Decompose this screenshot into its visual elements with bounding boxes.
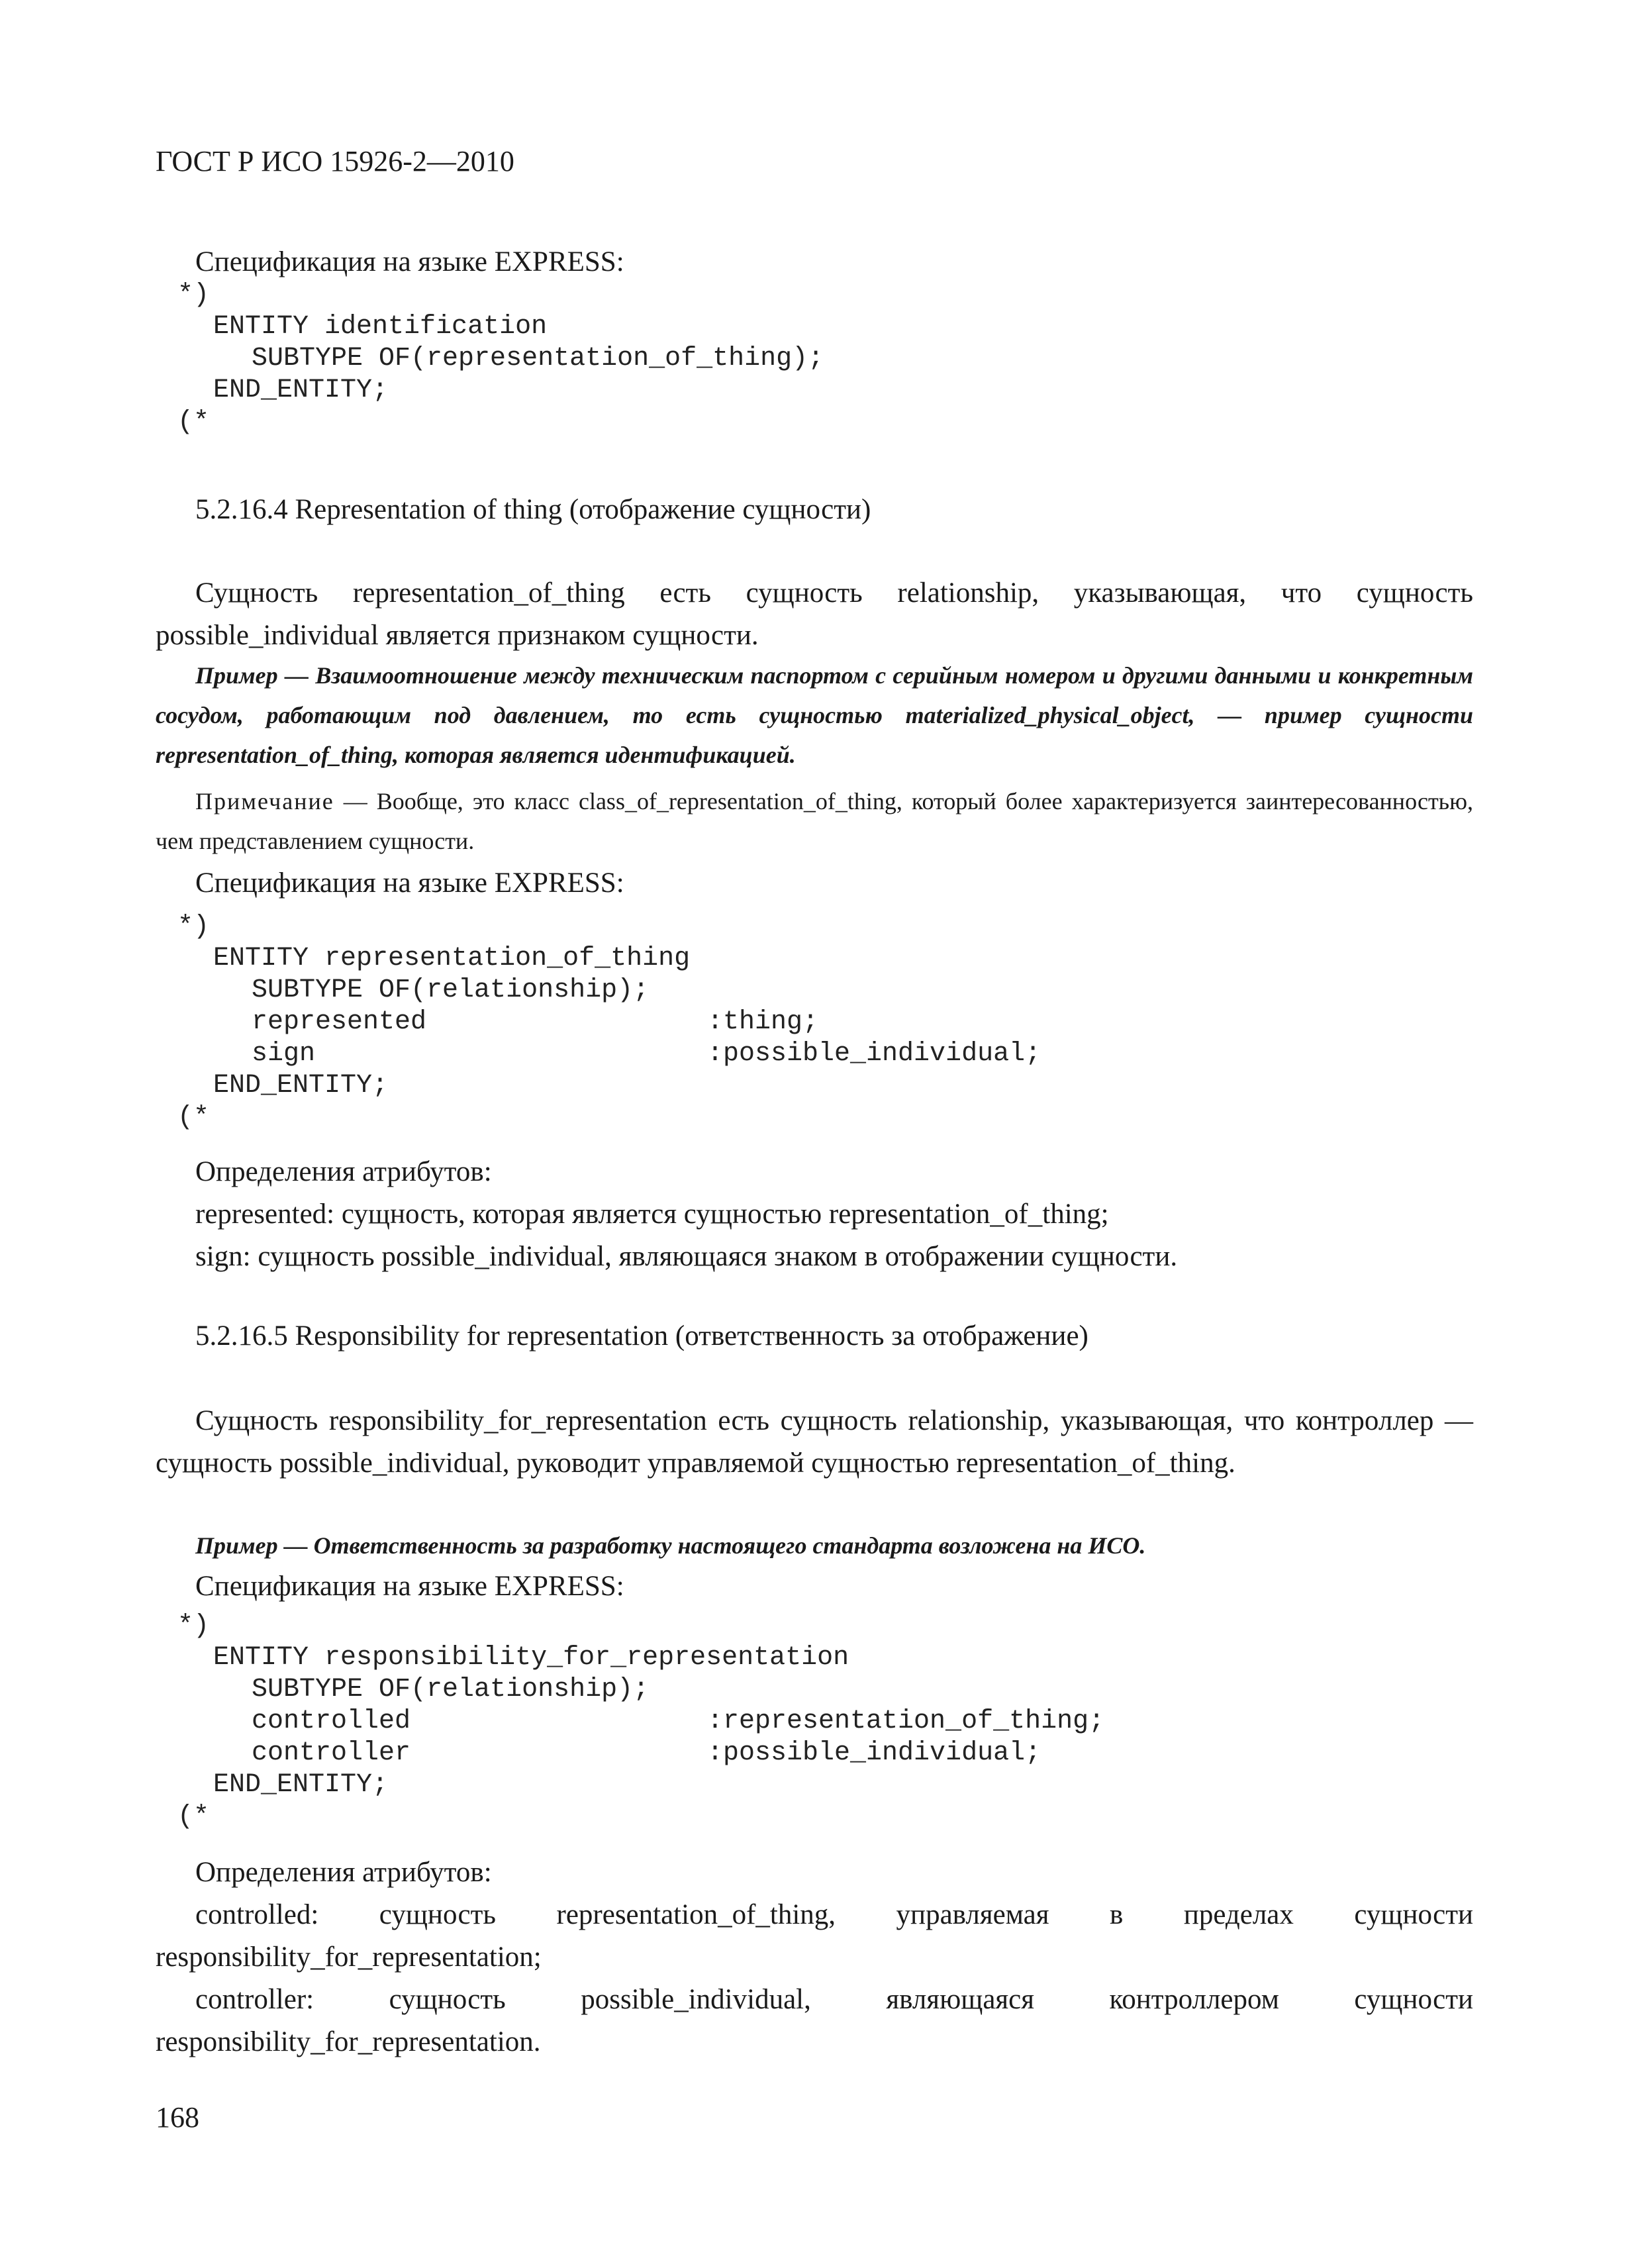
code-line: ENTITY identification: [213, 312, 548, 342]
note-text: [156, 781, 1473, 861]
code-line: SUBTYPE OF(relationship);: [252, 1675, 650, 1704]
code-line: sign: [252, 1039, 316, 1069]
code-line: SUBTYPE OF(representation_of_thing);: [252, 344, 824, 373]
section-body: [156, 572, 1473, 657]
spec-label: Спецификация на языке EXPRESS:: [195, 867, 624, 899]
body-text: Сущность representation_of_thing есть сущность relationship, указывающая, что сущность possible_individual является признаком сущности.: [156, 577, 1473, 651]
attr-text: controller: сущность possible_individual, являющаяся контроллером сущности responsibility_for_representation.: [156, 1984, 1473, 2057]
attr-heading: Определения атрибутов:: [195, 1156, 492, 1187]
spec-label: Спецификация на языке EXPRESS:: [195, 246, 624, 277]
code-line: controlled: [252, 1706, 411, 1736]
code-line: *): [177, 912, 210, 942]
spec-label: Спецификация на языке EXPRESS:: [195, 1571, 624, 1602]
attr-heading: Определения атрибутов:: [195, 1857, 492, 1888]
attr-definition: sign: сущность possible_individual, являющаяся знаком в отображении сущности.: [195, 1241, 1178, 1272]
note-label: Примечание: [195, 788, 334, 814]
code-line: END_ENTITY;: [213, 1071, 389, 1101]
example-content: Пример — Взаимоотношение между техническим паспортом с серийным номером и другими данными и конкретным сосудом, работающим под давлением, то есть сущностью materialized_physical_object, — пример сущности representation_of_thing, которая является идентификацией.: [156, 662, 1473, 768]
code-line: :representation_of_thing;: [707, 1706, 1105, 1736]
code-line: :possible_individual;: [707, 1738, 1041, 1768]
code-line: :possible_individual;: [707, 1039, 1041, 1069]
code-line: (*: [177, 1802, 210, 1832]
code-line: (*: [177, 407, 210, 437]
code-line: (*: [177, 1103, 210, 1132]
section-body: [156, 1400, 1473, 1485]
example-text: [156, 1526, 1473, 1565]
code-line: ENTITY responsibility_for_representation: [213, 1643, 849, 1673]
note-content: — Вообще, это класс class_of_representation_of_thing, который более характеризуется заинтересованностью, чем представлением сущности.: [156, 788, 1473, 854]
attr-text: controlled: сущность representation_of_thing, управляемая в пределах сущности responsibility_for_representation;: [156, 1899, 1473, 1973]
code-line: :thing;: [707, 1007, 819, 1037]
code-line: controller: [252, 1738, 411, 1768]
section-heading: 5.2.16.5 Responsibility for representation (ответственность за отображение): [195, 1320, 1088, 1352]
attr-definition: represented: сущность, которая является сущностью representation_of_thing;: [195, 1199, 1109, 1230]
code-line: *): [177, 1611, 210, 1641]
example-text: [156, 656, 1473, 775]
code-line: SUBTYPE OF(relationship);: [252, 975, 650, 1005]
code-line: END_ENTITY;: [213, 375, 389, 405]
page-number: 168: [156, 2101, 199, 2134]
body-text: Сущность responsibility_for_representation есть сущность relationship, указывающая, что контроллер — сущность possible_individual, руководит управляемой сущностью representation_of_thing.: [156, 1405, 1473, 1479]
example-content: Пример — Ответственность за разработку настоящего стандарта возложена на ИСО.: [195, 1532, 1146, 1559]
section-heading: 5.2.16.4 Representation of thing (отображение сущности): [195, 494, 871, 525]
attr-definition: [156, 1979, 1473, 2063]
code-line: ENTITY representation_of_thing: [213, 944, 691, 973]
code-line: *): [177, 280, 210, 310]
code-line: END_ENTITY;: [213, 1770, 389, 1800]
attr-definition: [156, 1894, 1473, 1979]
code-line: represented: [252, 1007, 427, 1037]
document-header: ГОСТ Р ИСО 15926-2—2010: [156, 145, 514, 177]
